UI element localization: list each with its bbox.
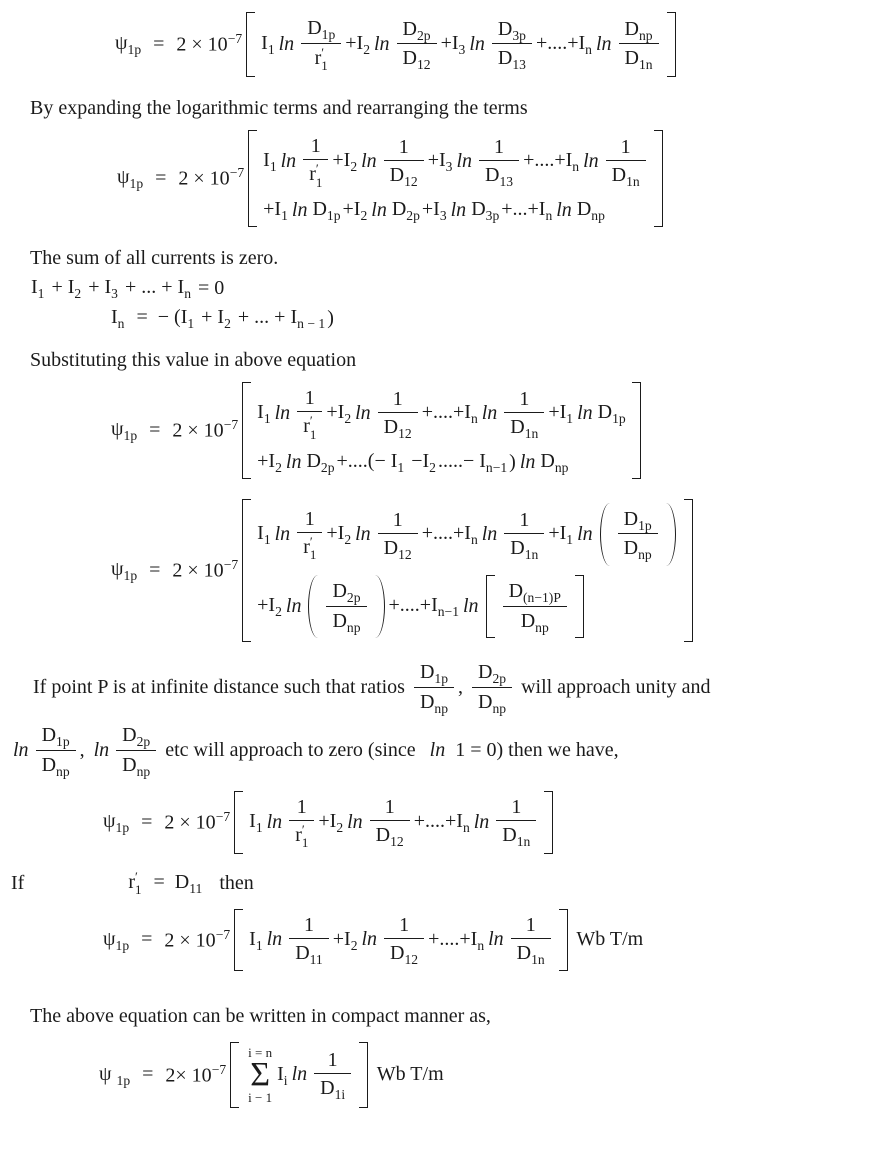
paragraph-infinite-distance-line1: If point P is at infinite distance such that ratios $D_{1p}$ $D_{np}$ , $D_{2p}$ $D_{np}$ will approach unity and — [33, 661, 711, 716]
equation-flux-final: $\psi_{1p}$ = $2 \times 10^{-7}$ $I_1$ ln 1 $D_{11}$ $+I_2$ ln 1 $D_{12}$ $+....+I_n$ ln 1 $D_{1n}$ Wb T/m — [102, 909, 858, 971]
equation-in-substitution: $I_n$ = − ($I_1$ + $I_2$ + ... + $I_{n - 1}$ ) — [111, 306, 334, 332]
paragraph-sum-zero: The sum of all currents is zero. — [30, 246, 279, 269]
equation-flux-initial: $\psi_{1p}$ = $2 \times 10^{-7}$ $I_1$ ln $D_{1p}$ r ′ 1 $+I_2$ ln $D_{2p}$ $D_{12}$ $+I_3$ ln $D_{3p}$ $D_{13}$ $+....+I_n$ ln $D_{np}$ $D_{1n}$ — [114, 12, 858, 77]
equation-flux-summation: ψ $_{1p}$ = $2\times 10^{-7}$ i = n Σ i − 1 $I_i$ ln 1 $D_{1i}$ Wb T/m — [98, 1042, 858, 1108]
equation-flux-expanded: $\psi_{1p}$ = $2 \times 10^{-7}$ $I_1$ ln 1 r ′ 1 $+I_2$ ln 1 $D_{12}$ $+I_3$ ln 1 $D_{13}$ $+....+I_n$ ln 1 $D_{1n}$ $+I_1$ ln $D_{1p}$ $+I_2$ ln $D_{2p}$ $+I_3$ ln $D_{3p}$ $+...+I_n$ ln $D_{np}$ — [116, 130, 858, 227]
equation-flux-ratios: $\psi_{1p}$ = $2 \times 10^{-7}$ $I_1$ ln 1 r ′ 1 $+I_2$ ln 1 $D_{12}$ $+....+I_n$ ln 1 $D_{1n}$ $+I_1$ ln $D_{1p}$ $D_{np}$ $+I_2$ ln $D_{2p}$ $D_{np}$ $+....+I_{n-1}$ ln $D_{(n-1)P}$ $D_{np}$ — [110, 499, 858, 642]
equation-r1-condition: If r ′ 1 = $D_{11}$ then — [11, 868, 254, 898]
paragraph-compact: The above equation can be written in compact manner as, — [30, 1004, 491, 1027]
equation-flux-simplified: $\psi_{1p}$ = $2 \times 10^{-7}$ $I_1$ ln 1 r ′ 1 $+I_2$ ln 1 $D_{12}$ $+....+I_n$ ln 1 $D_{1n}$ — [102, 791, 858, 854]
paragraph-substituting: Substituting this value in above equation — [30, 348, 357, 371]
equation-current-sum: $I_1$ + $I_2$ + $I_3$ + ... + $I_n$ = 0 — [31, 275, 225, 301]
paragraph-expanding: By expanding the logarithmic terms and rearranging the terms — [30, 96, 528, 119]
paragraph-infinite-distance-line2: ln $D_{1p}$ $D_{np}$ , ln $D_{2p}$ $D_{np}$ etc will approach to zero (since ln 1 = 0) then we have, — [13, 724, 619, 779]
equation-flux-substituted: $\psi_{1p}$ = $2 \times 10^{-7}$ $I_1$ ln 1 r ′ 1 $+I_2$ ln 1 $D_{12}$ $+....+I_n$ ln 1 $D_{1n}$ $+I_1$ ln $D_{1p}$ $+I_2$ ln $D_{2p}$ +....(− $I_1$ $-I_2$ .....− $I_{n-1}$ ) ln $D_{np}$ — [110, 382, 858, 479]
